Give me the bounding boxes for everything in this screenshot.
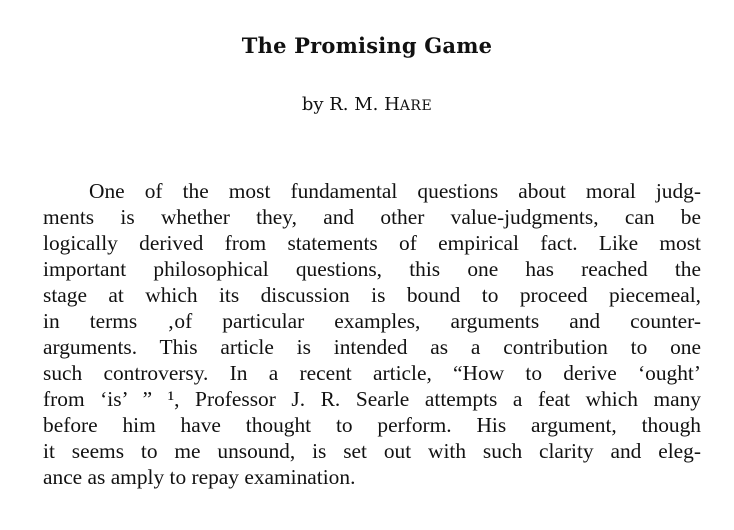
article-body-paragraph [43,178,701,490]
body-line: logically derived from statements of empirical fact. Like most [43,231,701,255]
body-line: from ‘is’ ” ¹, Professor J. R. Searle attempts a feat which many [43,387,701,411]
body-line: such controversy. In a recent article, “How to derive ‘ought’ [43,361,701,385]
body-line: ance as amply to repay examination. [43,465,356,489]
body-line: arguments. This article is intended as a contribution to one [43,335,701,359]
body-line: in terms ‚of particular examples, arguments and counter- [43,309,701,333]
body-line: ments is whether they, and other value-judgments, can be [43,205,701,229]
body-line: One of the most fundamental questions about moral judg- [89,179,701,203]
byline-prefix: by R. M. H [301,94,400,115]
body-line: stage at which its discussion is bound to proceed piecemeal, [43,283,701,307]
body-line: it seems to me unsound, is set out with such clarity and eleg- [43,439,701,463]
byline-author-smallcaps: ARE [399,98,433,114]
body-line: important philosophical questions, this one has reached the [43,257,701,281]
article-title: The Promising Game [241,33,493,58]
article-byline [0,94,734,115]
body-line: before him have thought to perform. His argument, though [43,413,701,437]
